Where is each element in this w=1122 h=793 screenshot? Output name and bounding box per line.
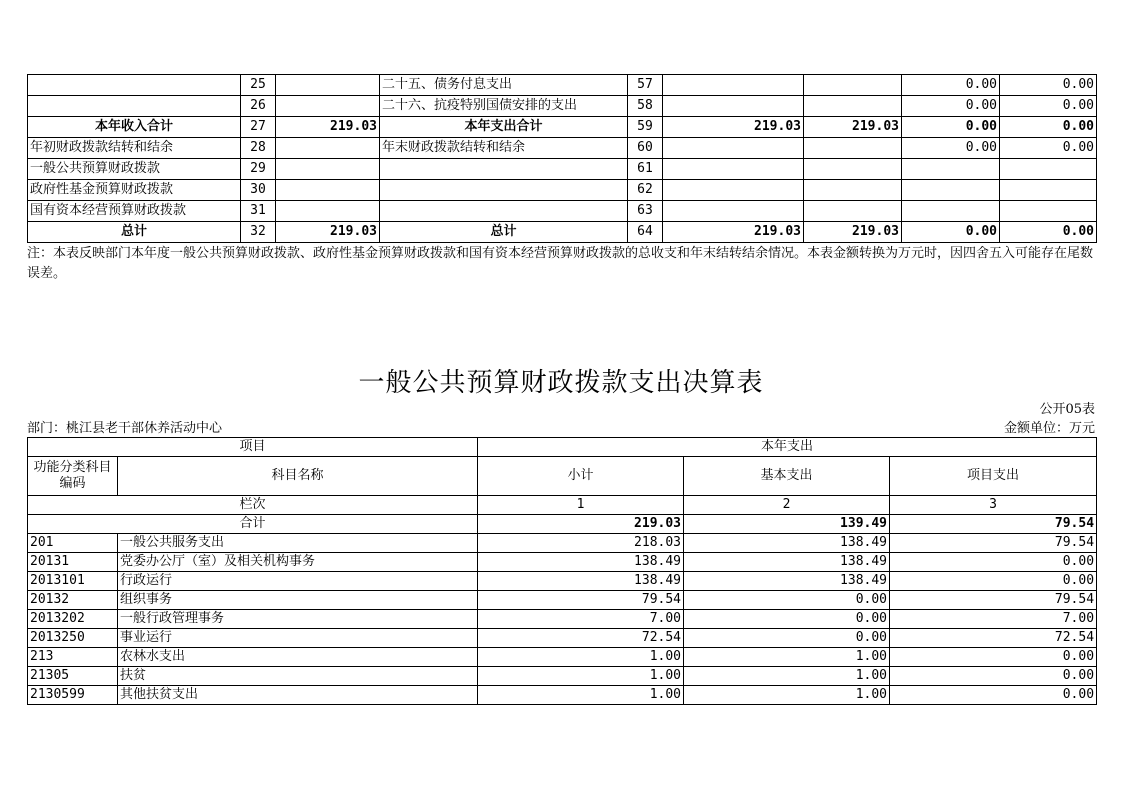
table-note: 注：本表反映部门本年度一般公共预算财政拨款、政府性基金预算财政拨款和国有资本经营预算财政拨款的总收支和年末结转结余情况。本表金额转换为万元时，因四舍五入可能存在尾数误差。 <box>27 246 1094 281</box>
table-row <box>28 180 1097 201</box>
total-row <box>28 515 1097 534</box>
total-label: 合计 <box>28 515 478 534</box>
table-row <box>28 222 1097 243</box>
income-label: 国有资本经营预算财政拨款 <box>28 201 241 222</box>
amount-cell: 0.00 <box>902 117 1000 138</box>
subtotal-cell: 138.49 <box>478 572 684 591</box>
basic-expense-cell: 0.00 <box>684 610 890 629</box>
amount-cell: 0.00 <box>902 75 1000 96</box>
amount-cell <box>804 201 902 222</box>
subject-code: 2130599 <box>28 686 118 705</box>
expense-label: 年末财政拨款结转和结余 <box>380 138 628 159</box>
line-number: 59 <box>628 117 663 138</box>
amount-cell <box>804 96 902 117</box>
subject-name: 扶贫 <box>118 667 478 686</box>
line-number: 28 <box>241 138 276 159</box>
expenditure-body <box>28 534 1097 705</box>
subject-name: 党委办公厅（室）及相关机构事务 <box>118 553 478 572</box>
amount-unit-label: 金额单位：万元 <box>1003 421 1095 436</box>
project-expense-cell: 79.54 <box>890 534 1097 553</box>
subject-code: 213 <box>28 648 118 667</box>
amount-cell <box>663 159 804 180</box>
basic-expense-cell: 138.49 <box>684 553 890 572</box>
table-row <box>28 201 1097 222</box>
amount-cell: 0.00 <box>902 138 1000 159</box>
amount-cell <box>663 180 804 201</box>
subject-name: 行政运行 <box>118 572 478 591</box>
subtotal-cell: 1.00 <box>478 667 684 686</box>
total-basic: 139.49 <box>684 515 890 534</box>
subtotal-cell: 79.54 <box>478 591 684 610</box>
project-expense-cell: 7.00 <box>890 610 1097 629</box>
line-number: 60 <box>628 138 663 159</box>
amount-cell: 0.00 <box>1000 96 1097 117</box>
table-row <box>28 648 1097 667</box>
total-subtotal: 219.03 <box>478 515 684 534</box>
amount-cell: 0.00 <box>902 222 1000 243</box>
income-amount <box>276 180 380 201</box>
expense-label: 二十六、抗疫特别国债安排的支出 <box>380 96 628 117</box>
subject-code: 21305 <box>28 667 118 686</box>
header-row-2 <box>28 457 1097 496</box>
income-label: 本年收入合计 <box>28 117 241 138</box>
fiscal-summary-table <box>27 74 1097 243</box>
index-label: 栏次 <box>28 496 478 515</box>
header-year-expense: 本年支出 <box>478 438 1097 457</box>
amount-cell <box>804 180 902 201</box>
income-amount <box>276 201 380 222</box>
income-label: 年初财政拨款结转和结余 <box>28 138 241 159</box>
subject-name: 其他扶贫支出 <box>118 686 478 705</box>
amount-cell: 0.00 <box>1000 222 1097 243</box>
page-title: 一般公共预算财政拨款支出决算表 <box>358 368 764 398</box>
basic-expense-cell: 1.00 <box>684 648 890 667</box>
subject-name: 农林水支出 <box>118 648 478 667</box>
line-number: 26 <box>241 96 276 117</box>
amount-cell <box>902 180 1000 201</box>
subtotal-cell: 138.49 <box>478 553 684 572</box>
index-3: 3 <box>890 496 1097 515</box>
amount-cell: 0.00 <box>1000 138 1097 159</box>
amount-cell: 219.03 <box>663 117 804 138</box>
income-label <box>28 96 241 117</box>
subject-code: 2013101 <box>28 572 118 591</box>
subject-code: 2013250 <box>28 629 118 648</box>
table-row <box>28 117 1097 138</box>
project-expense-cell: 0.00 <box>890 648 1097 667</box>
project-expense-cell: 72.54 <box>890 629 1097 648</box>
income-amount <box>276 96 380 117</box>
form-code: 公开05表 <box>1039 402 1095 417</box>
line-number: 31 <box>241 201 276 222</box>
table-row <box>28 667 1097 686</box>
project-expense-cell: 0.00 <box>890 686 1097 705</box>
fiscal-summary-body <box>28 75 1097 243</box>
subtotal-cell: 72.54 <box>478 629 684 648</box>
amount-cell <box>804 159 902 180</box>
subject-code: 201 <box>28 534 118 553</box>
expense-label <box>380 159 628 180</box>
expense-label <box>380 201 628 222</box>
header-row-1 <box>28 438 1097 457</box>
line-number: 29 <box>241 159 276 180</box>
amount-cell <box>1000 180 1097 201</box>
subtotal-cell: 1.00 <box>478 686 684 705</box>
amount-cell <box>663 75 804 96</box>
basic-expense-cell: 1.00 <box>684 686 890 705</box>
basic-expense-cell: 0.00 <box>684 629 890 648</box>
amount-cell <box>663 201 804 222</box>
expense-label: 本年支出合计 <box>380 117 628 138</box>
expenditure-table <box>27 437 1097 705</box>
line-number: 58 <box>628 96 663 117</box>
income-label <box>28 75 241 96</box>
amount-cell <box>902 159 1000 180</box>
table-row <box>28 96 1097 117</box>
income-amount: 219.03 <box>276 117 380 138</box>
basic-expense-cell: 138.49 <box>684 572 890 591</box>
income-amount <box>276 75 380 96</box>
line-number: 61 <box>628 159 663 180</box>
expense-label <box>380 180 628 201</box>
subject-name: 组织事务 <box>118 591 478 610</box>
index-1: 1 <box>478 496 684 515</box>
subject-name: 一般行政管理事务 <box>118 610 478 629</box>
income-amount <box>276 138 380 159</box>
income-amount <box>276 159 380 180</box>
line-number: 62 <box>628 180 663 201</box>
income-label: 政府性基金预算财政拨款 <box>28 180 241 201</box>
amount-cell <box>804 75 902 96</box>
amount-cell <box>663 138 804 159</box>
table-row <box>28 572 1097 591</box>
table-row <box>28 75 1097 96</box>
expense-label: 二十五、债务付息支出 <box>380 75 628 96</box>
income-amount: 219.03 <box>276 222 380 243</box>
amount-cell: 219.03 <box>663 222 804 243</box>
subtotal-cell: 7.00 <box>478 610 684 629</box>
line-number: 27 <box>241 117 276 138</box>
header-basic: 基本支出 <box>684 457 890 496</box>
table-row <box>28 591 1097 610</box>
line-number: 32 <box>241 222 276 243</box>
table-row <box>28 610 1097 629</box>
amount-cell: 219.03 <box>804 222 902 243</box>
amount-cell <box>1000 201 1097 222</box>
header-project-expense: 项目支出 <box>890 457 1097 496</box>
line-number: 63 <box>628 201 663 222</box>
header-subtotal: 小计 <box>478 457 684 496</box>
subject-code: 20131 <box>28 553 118 572</box>
amount-cell <box>1000 159 1097 180</box>
project-expense-cell: 0.00 <box>890 572 1097 591</box>
subject-name: 事业运行 <box>118 629 478 648</box>
line-number: 25 <box>241 75 276 96</box>
subject-name: 一般公共服务支出 <box>118 534 478 553</box>
header-name: 科目名称 <box>118 457 478 496</box>
table-row <box>28 686 1097 705</box>
index-2: 2 <box>684 496 890 515</box>
amount-cell <box>663 96 804 117</box>
amount-cell <box>902 201 1000 222</box>
income-label: 一般公共预算财政拨款 <box>28 159 241 180</box>
amount-cell: 0.00 <box>1000 117 1097 138</box>
line-number: 30 <box>241 180 276 201</box>
table-row <box>28 629 1097 648</box>
table-row <box>28 553 1097 572</box>
project-expense-cell: 0.00 <box>890 553 1097 572</box>
header-project: 项目 <box>28 438 478 457</box>
index-row <box>28 496 1097 515</box>
table-row <box>28 138 1097 159</box>
project-expense-cell: 79.54 <box>890 591 1097 610</box>
line-number: 64 <box>628 222 663 243</box>
basic-expense-cell: 138.49 <box>684 534 890 553</box>
amount-cell: 219.03 <box>804 117 902 138</box>
subtotal-cell: 1.00 <box>478 648 684 667</box>
basic-expense-cell: 0.00 <box>684 591 890 610</box>
amount-cell: 0.00 <box>902 96 1000 117</box>
header-code: 功能分类科目编码 <box>28 457 118 496</box>
basic-expense-cell: 1.00 <box>684 667 890 686</box>
table-row <box>28 159 1097 180</box>
amount-cell <box>804 138 902 159</box>
table-row <box>28 534 1097 553</box>
amount-cell: 0.00 <box>1000 75 1097 96</box>
expense-label: 总计 <box>380 222 628 243</box>
project-expense-cell: 0.00 <box>890 667 1097 686</box>
line-number: 57 <box>628 75 663 96</box>
subtotal-cell: 218.03 <box>478 534 684 553</box>
subject-code: 2013202 <box>28 610 118 629</box>
department-label: 部门：桃江县老干部休养活动中心 <box>27 421 223 436</box>
income-label: 总计 <box>28 222 241 243</box>
total-project: 79.54 <box>890 515 1097 534</box>
subject-code: 20132 <box>28 591 118 610</box>
